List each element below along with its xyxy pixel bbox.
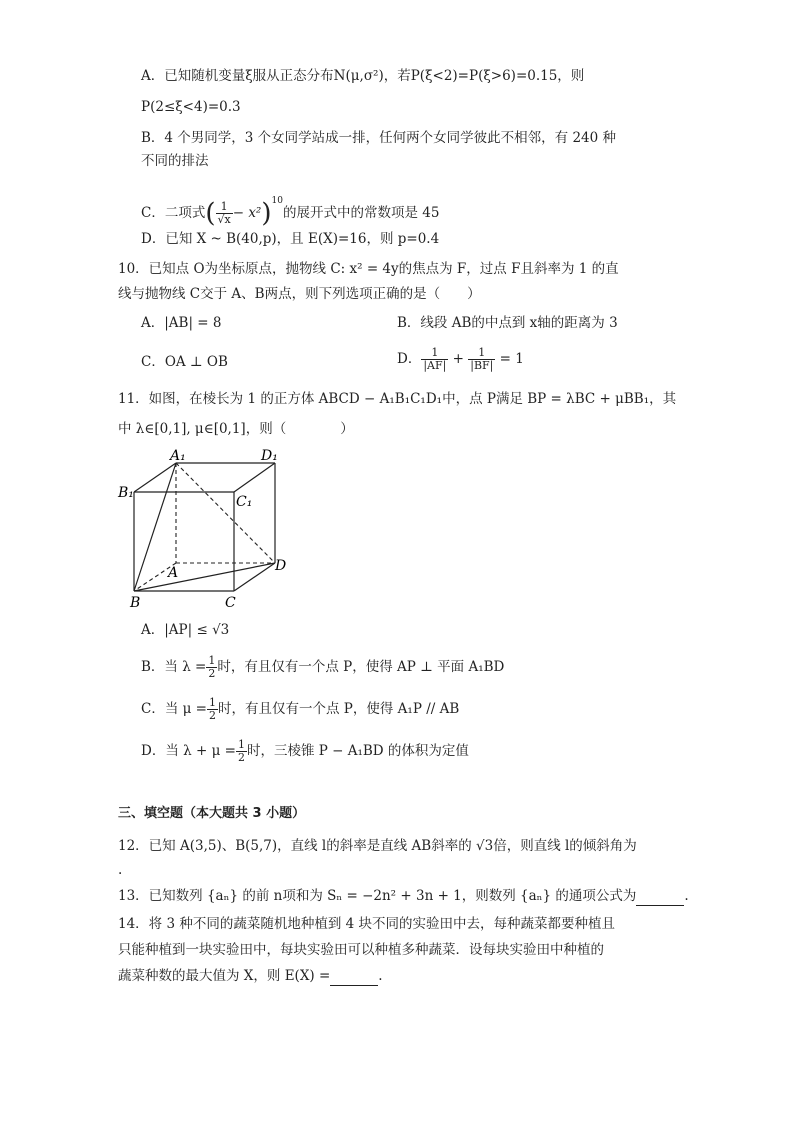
q10-option-d: D． $\frac{1}{|AF|}$ + $\frac{1}{|BF|}$ = 1 — [397, 346, 524, 372]
q14-answer-blank[interactable] — [330, 971, 378, 986]
fraction-denominator: 2 — [209, 709, 216, 722]
q13-text: 13．已知数列 {aₙ} 的前 n项和为 Sₙ = −2n² + 3n + 1，则数列 {aₙ} 的通项公式为 — [118, 888, 637, 904]
q11-option-c-fraction — [207, 697, 218, 722]
q13-line1 — [118, 886, 689, 906]
fraction-denominator: |AF| — [423, 359, 447, 372]
fraction-denominator: √x — [217, 213, 231, 226]
q14-suffix: . — [378, 968, 383, 984]
q9-option-b-line1: B．4 个男同学，3 个女同学站成一排，任何两个女同学彼此不相邻，有 240 种 — [141, 130, 617, 146]
fraction-denominator: 2 — [208, 667, 216, 680]
label-a1: A₁ — [170, 448, 186, 464]
q11-option-d-prefix: D．当 λ + μ = — [141, 743, 236, 759]
label-d: D — [275, 558, 287, 574]
fraction-denominator: |BF| — [470, 359, 494, 372]
edge-d1-c1 — [234, 463, 275, 492]
fraction-denominator: 2 — [237, 751, 245, 764]
q14-line3 — [118, 966, 383, 986]
fraction-numerator: 1 — [209, 696, 216, 709]
q9-option-c-prefix: C．二项式 — [141, 205, 206, 221]
q14-text: 蔬菜种数的最大值为 X，则 E(X) = — [118, 968, 331, 984]
q12-line2: . — [118, 862, 123, 878]
q10-stem-line1: 10．已知点 O为坐标原点，抛物线 C: x² = 4y的焦点为 F，过点 F且斜率为 1 的直 — [118, 261, 619, 277]
q10-option-b: B．线段 AB的中点到 x轴的距离为 3 — [397, 315, 618, 331]
q11-option-c-suffix: 时，有且仅有一个点 P，使得 A₁P // AB — [218, 701, 460, 717]
q9-option-d: D．已知 X ~ B(40,p)，且 E(X)=16，则 p=0.4 — [141, 231, 440, 247]
q9-option-c-tail: − x² — [232, 205, 262, 221]
hidden-diag-a1-d — [176, 463, 275, 563]
q10-option-c: C．OA ⊥ OB — [141, 354, 228, 370]
left-paren: ( — [205, 198, 216, 229]
edge-a1-b1 — [134, 463, 176, 492]
q9-option-c-exponent: 10 — [271, 196, 283, 206]
q11-stem-line1: 11．如图，在棱长为 1 的正方体 ABCD − A₁B₁C₁D₁中，点 P满足 BP = λBC + μBB₁，其 — [118, 391, 677, 407]
right-paren: ) — [261, 198, 272, 229]
cube-figure — [112, 444, 302, 612]
q9-option-c — [141, 188, 439, 227]
q11-option-b-fraction — [206, 655, 217, 680]
q10-option-d-tail: = 1 — [499, 351, 524, 367]
label-c1: C₁ — [236, 494, 253, 510]
q11-option-b — [141, 652, 504, 682]
label-b: B — [130, 595, 141, 611]
q9-option-a-line1: A．已知随机变量ξ服从正态分布N(μ,σ²)，若P(ξ<2)=P(ξ>6)=0.15，则 — [141, 68, 585, 84]
q11-option-d — [141, 736, 469, 766]
q14-line1: 14．将 3 种不同的蔬菜随机地种植到 4 块不同的实验田中去，每种蔬菜都要种植且 — [118, 916, 616, 932]
q9-option-b-line2: 不同的排法 — [141, 153, 209, 169]
q11-option-c-prefix: C．当 μ = — [141, 701, 207, 717]
q13-suffix: . — [684, 888, 689, 904]
q12-line1: 12．已知 A(3,5)、B(5,7)，直线 l的斜率是直线 AB斜率的 √3倍，则直线 l的倾斜角为 — [118, 838, 637, 854]
fraction-numerator: 1 — [237, 738, 245, 751]
section-3-title: 三、填空题（本大题共 3 小题） — [118, 806, 306, 821]
q9-option-a-line2: P(2≤ξ<4)=0.3 — [141, 99, 241, 115]
label-a: A — [168, 565, 179, 581]
q11-option-b-prefix: B．当 λ = — [141, 659, 207, 675]
q9-option-c-fraction — [216, 201, 233, 226]
q10-option-d-fraction1 — [421, 347, 448, 372]
q10-option-d-fraction2 — [468, 347, 495, 372]
fraction-numerator: 1 — [421, 347, 448, 360]
fraction-numerator: 1 — [216, 201, 233, 214]
q11-option-c — [141, 694, 459, 724]
label-c: C — [225, 595, 236, 611]
q11-option-b-suffix: 时，有且仅有一个点 P，使得 AP ⊥ 平面 A₁BD — [217, 659, 505, 675]
q14-line2: 只能种植到一块实验田中，每块实验田可以种植多种蔬菜．设每块实验田中种植的 — [118, 942, 604, 958]
q11-option-d-fraction — [236, 739, 247, 764]
q11-stem-line2: 中 λ∈[0,1], μ∈[0,1]，则（ ） — [118, 421, 354, 437]
q11-option-a: A．|AP| ≤ √3 — [141, 622, 230, 638]
q9-option-c-suffix: 的展开式中的常数项是 45 — [282, 205, 440, 221]
q10-stem-line2: 线与抛物线 C交于 A、B两点，则下列选项正确的是（ ） — [118, 286, 481, 302]
q10-option-a: A．|AB| = 8 — [141, 315, 222, 331]
q10-option-d-prefix: D． — [397, 351, 422, 367]
label-d1: D₁ — [261, 448, 278, 464]
q11-option-d-suffix: 时，三棱锥 P − A₁BD 的体积为定值 — [246, 743, 469, 759]
fraction-numerator: 1 — [208, 654, 216, 667]
fraction-numerator: 1 — [468, 347, 495, 360]
q13-answer-blank[interactable] — [636, 891, 684, 906]
label-b1: B₁ — [118, 485, 134, 501]
